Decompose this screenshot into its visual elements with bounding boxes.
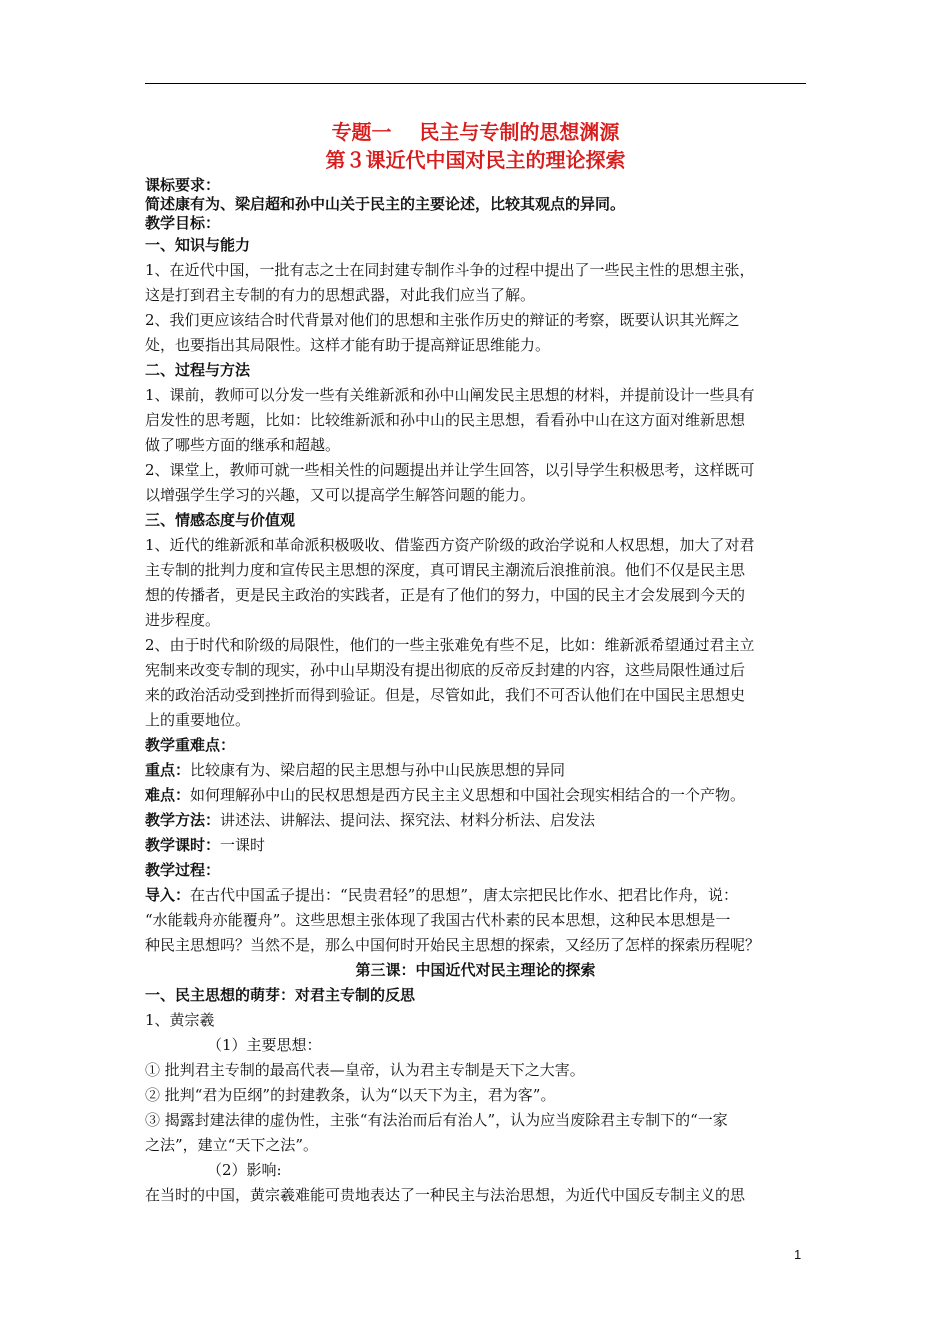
fangfa-label: 教学方法： <box>145 811 221 829</box>
paragraph-line: 主专制的批判力度和宣传民主思想的深度，真可谓民主潮流后浪推前浪。他们不仅是民主思 <box>145 561 746 579</box>
kebiao-label: 课标要求： <box>145 176 221 194</box>
sub-heading-2: （2）影响: <box>207 1161 282 1179</box>
kebiao-text: 简述康有为、梁启超和孙中山关于民主的主要论述，比较其观点的异同。 <box>145 195 626 213</box>
zhongnan-label: 教学重难点： <box>145 736 236 754</box>
section-heading-2: 二、过程与方法 <box>145 361 251 379</box>
list-item: ③ 揭露封建法律的虚伪性，主张“有法治而后有治人”，认为应当废除君主专制下的“一家 <box>145 1111 728 1129</box>
paragraph-line: 2、课堂上，教师可就一些相关性的问题提出并让学生回答，以引导学生积极思考，这样既可 <box>145 461 755 479</box>
paragraph-line: 2、由于时代和阶级的局限性，他们的一些主张难免有些不足，比如：维新派希望通过君主立 <box>145 636 755 654</box>
daoru-label: 导入： <box>145 886 191 904</box>
title-topic: 专题一 <box>331 120 392 144</box>
list-item: ① 批判君主专制的最高代表—皇帝，认为君主专制是天下之大害。 <box>145 1061 585 1079</box>
guocheng-label: 教学过程： <box>145 861 221 879</box>
keshi-label: 教学课时： <box>145 836 221 854</box>
page-number: 1 <box>794 1247 802 1262</box>
paragraph-line: 在当时的中国，黄宗羲难能可贵地表达了一种民主与法治思想，为近代中国反专制主义的思 <box>145 1186 746 1204</box>
mubiao-label: 教学目标： <box>145 214 221 232</box>
daoru-text: 在古代中国孟子提出：“民贵君轻”的思想”，唐太宗把民比作水、把君比作舟，说： <box>190 886 739 904</box>
sub-heading-1: （1）主要思想： <box>207 1036 322 1054</box>
paragraph-line: 1、近代的维新派和革命派积极吸收、借鉴西方资产阶级的政治学说和人权思想，加大了对君 <box>145 536 755 554</box>
fangfa-line <box>145 808 806 833</box>
title-subject: 民主与专制的思想渊源 <box>419 120 620 144</box>
huang-heading: 1、黄宗羲 <box>145 1011 215 1029</box>
paragraph-line: 来的政治活动受到挫折而得到验证。但是，尽管如此，我们不可否认他们在中国民主思想史 <box>145 686 746 704</box>
content <box>145 118 806 1208</box>
paragraph-line: 想的传播者，更是民主政治的实践者，正是有了他们的努力，中国的民主才会发展到今天的 <box>145 586 746 604</box>
part1-heading: 一、民主思想的萌芽：对君主专制的反思 <box>145 986 416 1004</box>
list-item-continuation: 之法”，建立“天下之法”。 <box>145 1136 319 1154</box>
title-line-2: 第３课近代中国对民主的理论探索 <box>325 148 626 172</box>
zhongdian-line <box>145 758 806 783</box>
paragraph-line: 进步程度。 <box>145 611 221 629</box>
paragraph-line: 2、我们更应该结合时代背景对他们的思想和主张作历史的辩证的考察，既要认识其光辉之 <box>145 311 740 329</box>
paragraph-line: 这是打到君主专制的有力的思想武器，对此我们应当了解。 <box>145 286 536 304</box>
nandian-label: 难点： <box>145 786 191 804</box>
zhongdian-text: 比较康有为、梁启超的民主思想与孙中山民族思想的异同 <box>190 761 566 779</box>
fangfa-text: 讲述法、讲解法、提问法、探究法、材料分析法、启发法 <box>220 811 596 829</box>
lesson-title: 第三课：中国近代对民主理论的探索 <box>355 961 596 979</box>
nandian-line <box>145 783 806 808</box>
list-item: ② 批判“君为臣纲”的封建教条，认为“以天下为主，君为客”。 <box>145 1086 556 1104</box>
keshi-line <box>145 833 806 858</box>
paragraph-line: 1、在近代中国，一批有志之士在同封建专制作斗争的过程中提出了一些民主性的思想主张， <box>145 261 755 279</box>
paragraph-line: 做了哪些方面的继承和超越。 <box>145 436 341 454</box>
keshi-text: 一课时 <box>220 836 266 854</box>
paragraph-line: 启发性的思考题，比如：比较维新派和孙中山的民主思想，看看孙中山在这方面对维新思想 <box>145 411 746 429</box>
section-heading-3: 三、情感态度与价值观 <box>145 511 296 529</box>
paragraph-line: 宪制来改变专制的现实，孙中山早期没有提出彻底的反帝反封建的内容，这些局限性通过后 <box>145 661 746 679</box>
paragraph-line: 上的重要地位。 <box>145 711 251 729</box>
paragraph-line: 1、课前，教师可以分发一些有关维新派和孙中山阐发民主思想的材料，并提前设计一些具有 <box>145 386 755 404</box>
nandian-text: 如何理解孙中山的民权思想是西方民主主义思想和中国社会现实相结合的一个产物。 <box>190 786 746 804</box>
section-heading-1: 一、知识与能力 <box>145 236 251 254</box>
title-line-1 <box>145 118 806 146</box>
header-rule <box>145 83 806 84</box>
paragraph-line: 以增强学生学习的兴趣，又可以提高学生解答问题的能力。 <box>145 486 536 504</box>
zhongdian-label: 重点： <box>145 761 191 779</box>
paragraph-line: “水能载舟亦能覆舟”。这些思想主张体现了我国古代朴素的民本思想，这种民本思想是一 <box>145 911 731 929</box>
paragraph-line: 种民主思想吗？当然不是，那么中国何时开始民主思想的探索，又经历了怎样的探索历程呢？ <box>145 936 761 954</box>
daoru-line-1 <box>145 883 806 908</box>
paragraph-line: 处，也要指出其局限性。这样才能有助于提高辩证思维能力。 <box>145 336 551 354</box>
